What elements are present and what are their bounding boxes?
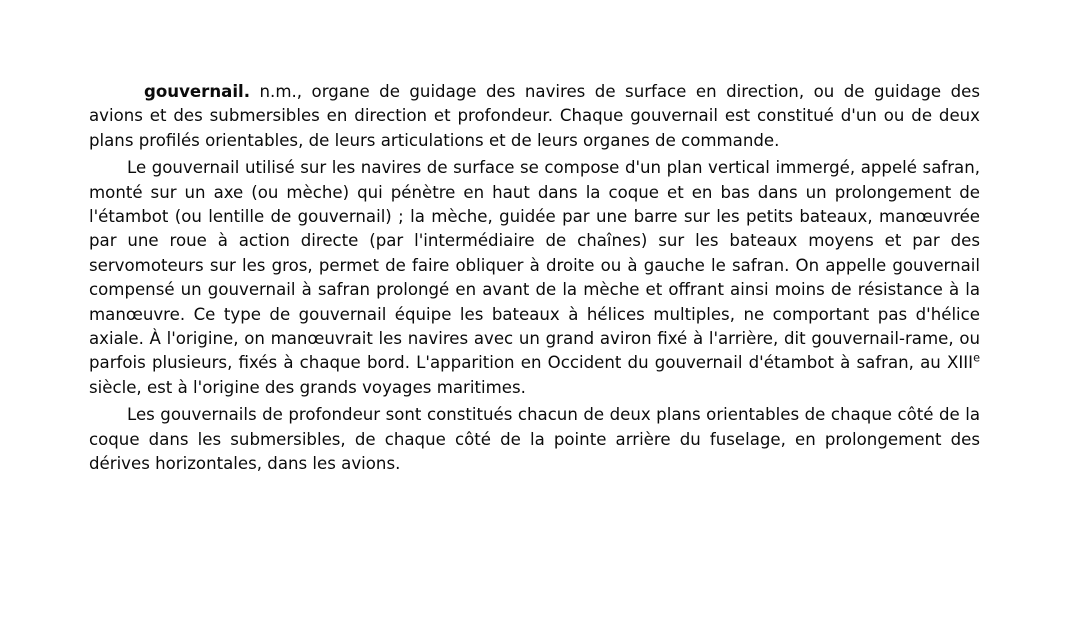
headword: gouvernail. xyxy=(144,82,251,101)
depth-rudder-text: Les gouvernails de profondeur sont constitués chacun de deux plans orientables de chaque côté de la coque dans les submersibles, de chaque côté de la pointe arrière du fuselage, en prolongement des dérives horizontales, dans les avions. xyxy=(89,405,980,474)
surface-rudder-text-before: Le gouvernail utilisé sur les navires de surface se compose d'un plan vertical immergé, appelé safran, monté sur un axe (ou mèche) qui pénètre en haut dans la coque et en bas dans un prolongement de l'étambot (ou lentille de gouvernail) ; la mèche, guidée par une barre sur les petits bateaux, manœuvrée par une roue à action directe (par l'intermédiaire de chaînes) sur les bateaux moyens et par des servomoteurs sur les gros, permet de faire obliquer à droite ou à gauche le safran. On appelle gouvernail compensé un gouvernail à safran prolongé en avant de la mèche et offrant ainsi moins de résistance à la manœuvre. Ce type de gouvernail équipe les bateaux à hélices multiples, ne comportant pas d'hélice axiale. À l'origine, on manœuvrait les navires avec un grand aviron fixé à l'arrière, dit gouvernail-rame, ou parfois plusieurs, fixés à chaque bord. L'apparition en Occident du gouvernail d'étambot à safran, au XIII xyxy=(89,158,980,373)
century-superscript: e xyxy=(973,351,980,365)
surface-rudder-text-after: siècle, est à l'origine des grands voyages maritimes. xyxy=(89,377,526,397)
paragraph-depth-rudder xyxy=(89,403,980,476)
paragraph-surface-rudder xyxy=(89,156,980,400)
definition-body: n.m., organe de guidage des navires de surface en direction, ou de guidage des avions et des submersibles en direction et profondeur. Chaque gouvernail est constitué d'un ou de deux plans profilés orientables, de leurs articulations et de leurs organes de commande. xyxy=(89,82,980,150)
text-column xyxy=(89,80,980,477)
paragraph-definition xyxy=(89,80,980,153)
